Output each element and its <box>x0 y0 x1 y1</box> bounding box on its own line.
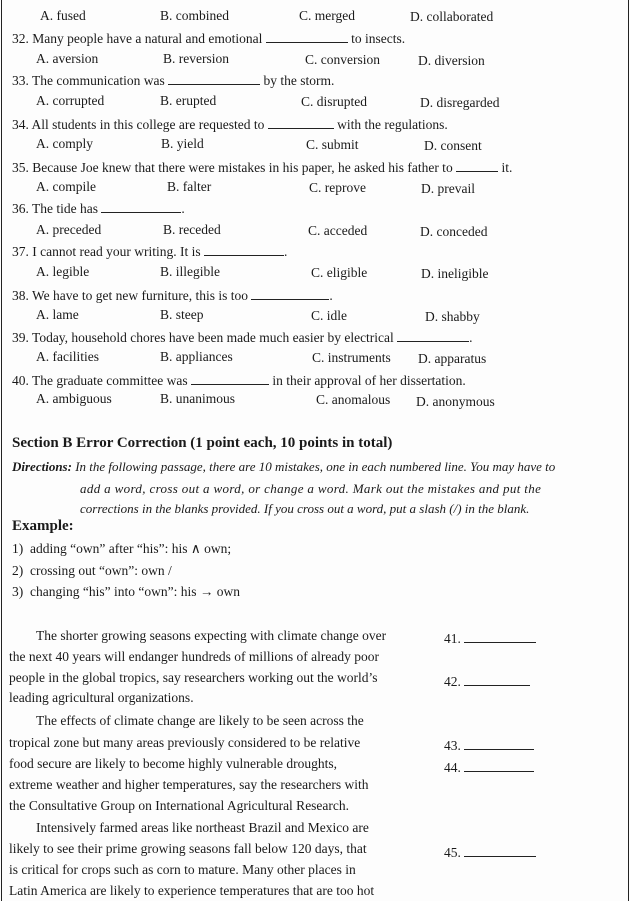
q35-option-d: D. prevail <box>421 181 475 196</box>
q34-option-d: D. consent <box>424 138 482 153</box>
q38-stem: 38. We have to get new furniture, this is too . <box>12 288 333 303</box>
q39-option-d: D. apparatus <box>418 351 487 366</box>
answer-42: 42. <box>444 673 530 690</box>
q38-option-c: C. idle <box>311 308 347 323</box>
q31-option-c: C. merged <box>299 8 355 23</box>
q33-option-c: C. disrupted <box>301 94 367 109</box>
q37-stem: 37. I cannot read your writing. It is . <box>12 244 288 259</box>
q31-option-d: D. collaborated <box>410 9 494 24</box>
passage-line: extreme weather and higher temperatures, say the researchers with <box>9 777 369 792</box>
q36-stem: 36. The tide has . <box>12 201 185 216</box>
q40-option-c: C. anomalous <box>316 392 391 407</box>
answer-44: 44. <box>444 759 534 776</box>
answer-45-blank[interactable] <box>464 844 536 857</box>
q38-option-d: D. shabby <box>425 309 480 324</box>
q40-option-a: A. ambiguous <box>36 391 112 406</box>
q39-option-c: C. instruments <box>312 350 391 365</box>
q40-blank <box>191 372 269 385</box>
q38-option-a: A. lame <box>36 307 79 322</box>
q32-blank <box>266 30 348 43</box>
passage-line: tropical zone but many areas previously considered to be relative <box>9 735 361 750</box>
q35-stem: 35. Because Joe knew that there were mistakes in his paper, he asked his father to it. <box>12 160 513 175</box>
q34-option-b: B. yield <box>161 136 204 151</box>
q37-option-d: D. ineligible <box>421 266 489 281</box>
directions-line-2: add a word, cross out a word, or change a word. Mark out the mistakes and put the <box>80 481 542 496</box>
q36-option-d: D. conceded <box>420 224 488 239</box>
answer-42-blank[interactable] <box>464 673 530 686</box>
q32-option-d: D. diversion <box>418 53 485 68</box>
q40-stem: 40. The graduate committee was in their approval of her dissertation. <box>12 373 466 388</box>
right-border <box>628 0 629 901</box>
answer-44-blank[interactable] <box>464 759 534 772</box>
passage-line: food secure are likely to become highly vulnerable droughts, <box>9 756 338 771</box>
passage-line: the Consultative Group on International Agricultural Research. <box>9 798 350 813</box>
q33-stem: 33. The communication was by the storm. <box>12 73 335 88</box>
passage-line: the next 40 years will endanger hundreds of millions of already poor <box>9 649 380 664</box>
example-3: 3) changing “his” into “own”: his → own <box>12 584 240 599</box>
q35-option-b: B. falter <box>167 179 212 194</box>
q35-blank <box>456 159 498 172</box>
q33-blank <box>168 72 260 85</box>
q34-option-c: C. submit <box>306 137 359 152</box>
example-2: 2) crossing out “own”: own / <box>12 563 172 578</box>
q35-option-a: A. compile <box>36 179 96 194</box>
q34-option-a: A. comply <box>36 136 93 151</box>
q36-blank <box>101 200 181 213</box>
q40-option-b: B. unanimous <box>160 391 236 406</box>
q34-blank <box>268 116 334 129</box>
answer-45: 45. <box>444 844 536 861</box>
q32-stem: 32. Many people have a natural and emotional to insects. <box>12 31 406 46</box>
answer-43: 43. <box>444 737 534 754</box>
q36-option-a: A. preceded <box>36 222 102 237</box>
q37-option-a: A. legible <box>36 264 90 279</box>
passage-line: The effects of climate change are likely to be seen across the <box>36 713 364 728</box>
q39-blank <box>397 329 469 342</box>
q32-option-b: B. reversion <box>163 51 229 66</box>
q37-blank <box>204 243 284 256</box>
directions-line-1: Directions: In the following passage, there are 10 mistakes, one in each numbered line. You may have to <box>12 459 556 474</box>
directions-line-3: corrections in the blanks provided. If you cross out a word, put a slash (/) in the blank. <box>80 501 530 516</box>
q35-option-c: C. reprove <box>309 180 366 195</box>
q36-option-b: B. receded <box>163 222 221 237</box>
answer-41: 41. <box>444 630 536 647</box>
passage-line: The shorter growing seasons expecting with climate change over <box>36 628 387 643</box>
q31-option-a: A. fused <box>40 8 86 23</box>
q37-option-c: C. eligible <box>311 265 368 280</box>
passage-line: likely to see their prime growing seasons fall below 120 days, that <box>9 841 367 856</box>
answer-41-blank[interactable] <box>464 630 536 643</box>
q39-option-b: B. appliances <box>160 349 233 364</box>
example-1: 1) adding “own” after “his”: his ∧ own; <box>12 541 232 556</box>
section-b-title: Section B Error Correction (1 point each, 10 points in total) <box>12 435 393 451</box>
q31-option-b: B. combined <box>160 8 229 23</box>
q39-stem: 39. Today, household chores have been made much easier by electrical . <box>12 330 473 345</box>
q39-option-a: A. facilities <box>36 349 99 364</box>
q33-option-b: B. erupted <box>160 93 217 108</box>
q34-stem: 34. All students in this college are requested to with the regulations. <box>12 117 448 132</box>
q32-option-c: C. conversion <box>305 52 380 67</box>
q37-option-b: B. illegible <box>160 264 220 279</box>
passage-line: Intensively farmed areas like northeast Brazil and Mexico are <box>36 820 369 835</box>
answer-43-blank[interactable] <box>464 737 534 750</box>
passage-line: leading agricultural organizations. <box>9 690 194 705</box>
q36-option-c: C. acceded <box>308 223 368 238</box>
q40-option-d: D. anonymous <box>416 394 495 409</box>
left-border <box>1 0 2 901</box>
passage-line: Latin America are likely to experience temperatures that are too hot <box>9 883 375 898</box>
example-label: Example: <box>12 518 74 534</box>
q32-option-a: A. aversion <box>36 51 99 66</box>
q33-option-a: A. corrupted <box>36 93 105 108</box>
q38-blank <box>251 287 329 300</box>
q33-option-d: D. disregarded <box>420 95 500 110</box>
passage-line: people in the global tropics, say researchers working out the world’s <box>9 670 378 685</box>
q38-option-b: B. steep <box>160 307 204 322</box>
passage-line: is critical for crops such as corn to mature. Many other places in <box>9 862 356 877</box>
